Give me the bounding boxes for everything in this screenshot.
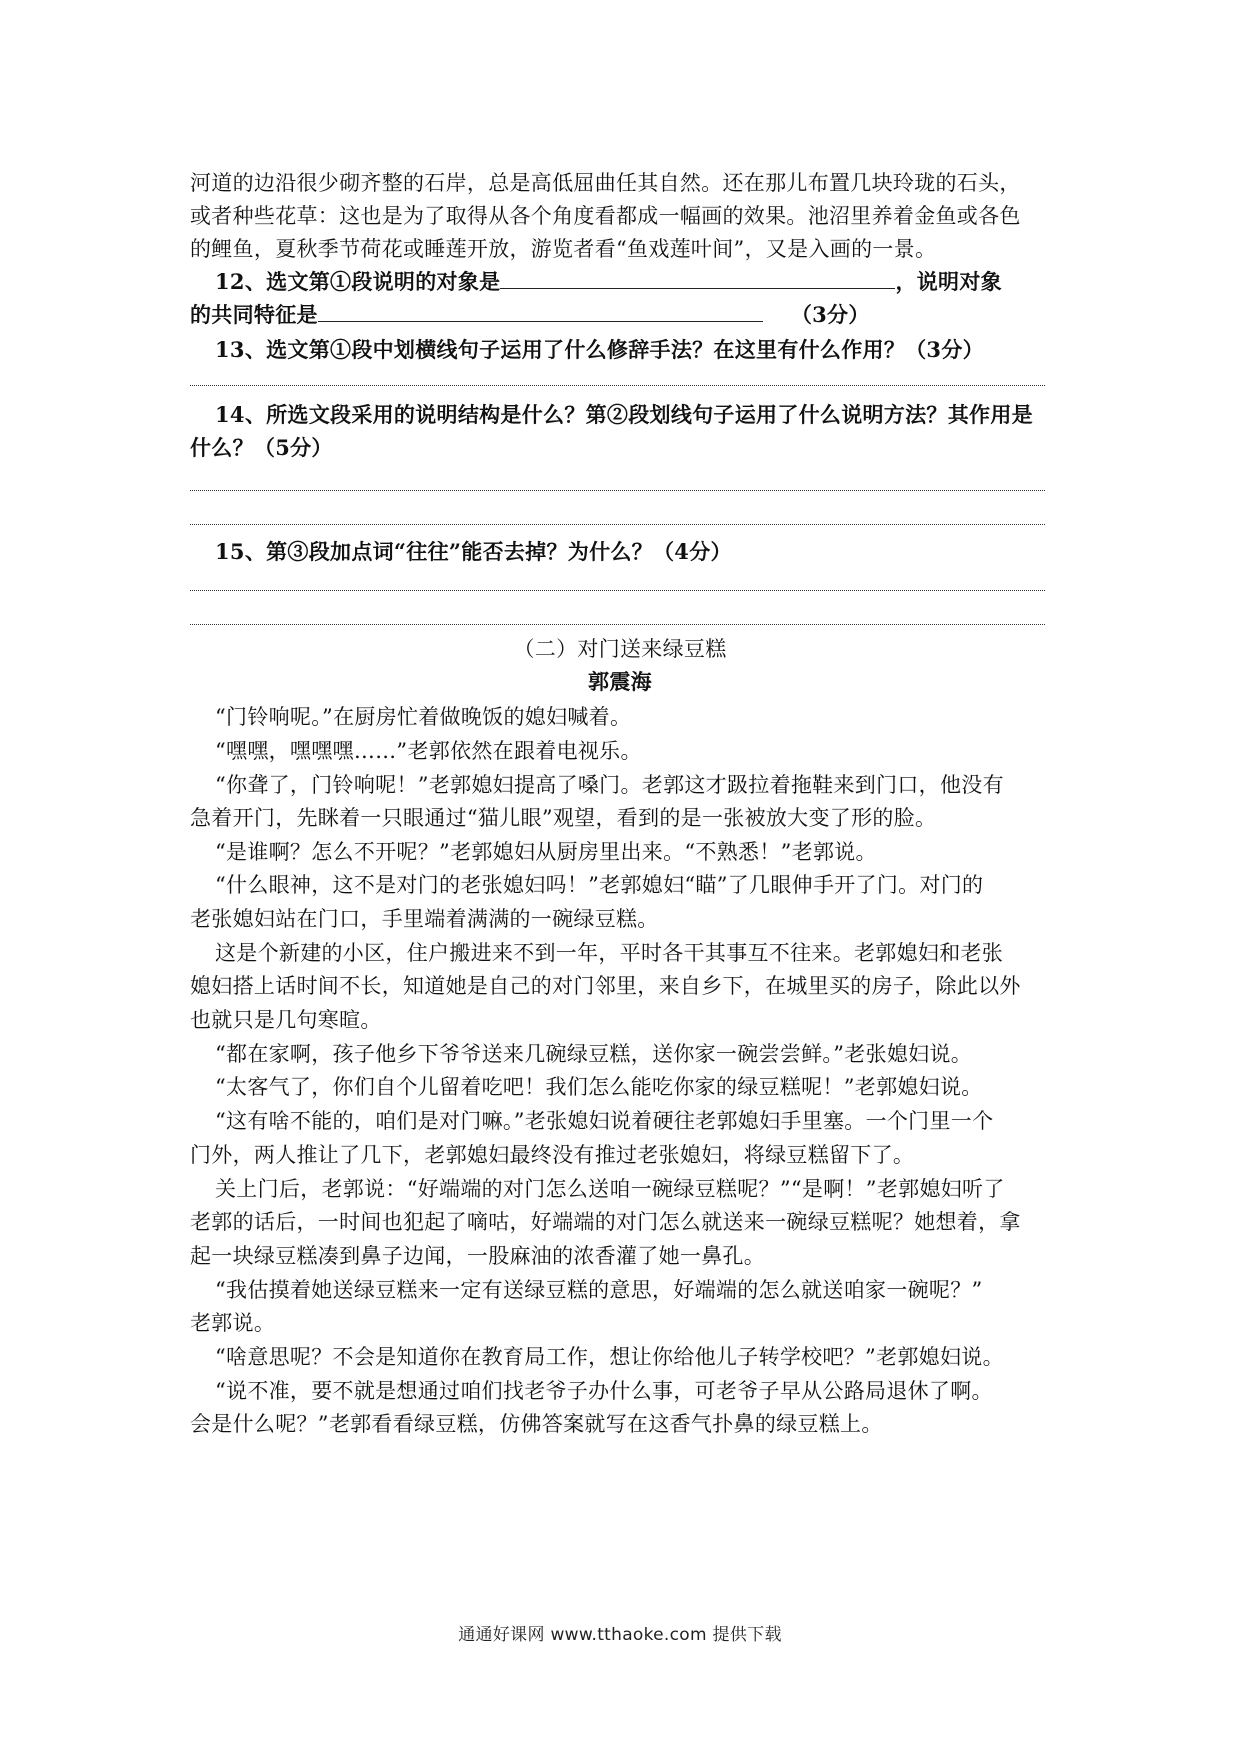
question-12-line2 (190, 300, 870, 330)
story-line: “都在家啊，孩子他乡下爷爷送来几碗绿豆糕，送你家一碗尝尝鲜。”老张媳妇说。 (215, 1042, 973, 1066)
section-author: 郭震海 (588, 669, 652, 694)
story-line: 门外，两人推让了几下，老郭媳妇最终没有推过老张媳妇，将绿豆糕留下了。 (190, 1143, 915, 1167)
story-line: “这有啥不能的，咱们是对门嘛。”老张媳妇说着硬往老郭媳妇手里塞。一个门里一个 (215, 1109, 994, 1133)
story-line: “什么眼神，这不是对门的老张媳妇吗！”老郭媳妇“瞄”了几眼伸手开了门。对门的 (215, 873, 984, 897)
answer-line[interactable] (190, 624, 1045, 625)
question-12 (215, 267, 1002, 297)
passage-line: 或者种些花草：这也是为了取得从各个角度看都成一幅画的效果。池沼里养着金鱼或各色 (190, 204, 1021, 228)
story-line: 急着开门，先眯着一只眼通过“猫儿眼”观望，看到的是一张被放大变了形的脸。 (190, 806, 937, 830)
story-line: “太客气了，你们自个儿留着吃吧！我们怎么能吃你家的绿豆糕呢！”老郭媳妇说。 (215, 1075, 983, 1099)
question-12-line2-prefix: 的共同特征是 (190, 302, 318, 327)
story-line: 老郭说。 (190, 1311, 276, 1335)
story-line: “门铃响呢。”在厨房忙着做晚饭的媳妇喊着。 (215, 705, 632, 729)
story-line: 也就只是几句寒暄。 (190, 1008, 382, 1032)
passage-line: 的鲤鱼，夏秋季节荷花或睡莲开放，游览者看“鱼戏莲叶间”，又是入画的一景。 (190, 237, 937, 261)
story-line: “是谁啊？怎么不开呢？”老郭媳妇从厨房里出来。“不熟悉！”老郭说。 (215, 840, 877, 864)
story-line: 会是什么呢？”老郭看看绿豆糕，仿佛答案就写在这香气扑鼻的绿豆糕上。 (190, 1412, 883, 1436)
answer-line[interactable] (190, 524, 1045, 525)
story-line: “嘿嘿，嘿嘿嘿……”老郭依然在跟着电视乐。 (215, 739, 642, 763)
question-12-prefix: 12、选文第①段说明的对象是 (215, 269, 501, 294)
story-line: 起一块绿豆糕凑到鼻子边闻，一股麻油的浓香灌了她一鼻孔。 (190, 1244, 766, 1268)
story-line: “说不准，要不就是想通过咱们找老爷子办什么事，可老爷子早从公路局退休了啊。 (215, 1379, 993, 1403)
answer-line[interactable] (190, 590, 1045, 591)
question-12-score: （3分） (790, 302, 870, 327)
story-line: “我估摸着她送绿豆糕来一定有送绿豆糕的意思，好端端的怎么就送咱家一碗呢？” (215, 1278, 983, 1302)
story-line: 这是个新建的小区，住户搬进来不到一年，平时各干其事互不往来。老郭媳妇和老张 (215, 941, 1004, 965)
footer-credit: 通通好课网 www.tthaoke.com 提供下载 (458, 1625, 782, 1645)
story-line: “啥意思呢？不会是知道你在教育局工作，想让你给他儿子转学校吧？”老郭媳妇说。 (215, 1345, 1004, 1369)
answer-blank[interactable] (500, 268, 895, 289)
question-13: 13、选文第①段中划横线句子运用了什么修辞手法？在这里有什么作用？（3分） (215, 337, 984, 362)
story-line: 关上门后，老郭说：“好端端的对门怎么送咱一碗绿豆糕呢？”“是啊！”老郭媳妇听了 (215, 1177, 1005, 1201)
story-line: 老张媳妇站在门口，手里端着满满的一碗绿豆糕。 (190, 907, 659, 931)
question-12-mid: ，说明对象 (895, 269, 1002, 294)
section-title: （二）对门送来绿豆糕 (513, 637, 727, 661)
story-line: 老郭的话后，一时间也犯起了嘀咕，好端端的对门怎么就送来一碗绿豆糕呢？她想着，拿 (190, 1210, 1021, 1234)
passage-line: 河道的边沿很少砌齐整的石岸，总是高低屈曲任其自然。还在那儿布置几块玲珑的石头， (190, 171, 1021, 195)
question-15: 15、第③段加点词“往往”能否去掉？为什么？（4分） (215, 539, 732, 564)
question-14-line2: 什么？（5分） (190, 435, 333, 460)
story-line: 媳妇搭上话时间不长，知道她是自己的对门邻里，来自乡下，在城里买的房子，除此以外 (190, 974, 1021, 998)
story-line: “你聋了，门铃响呢！”老郭媳妇提高了嗓门。老郭这才趿拉着拖鞋来到门口，他没有 (215, 773, 1004, 797)
answer-blank[interactable] (318, 301, 763, 322)
question-14-line1: 14、所选文段采用的说明结构是什么？第②段划线句子运用了什么说明方法？其作用是 (215, 402, 1033, 427)
answer-line[interactable] (190, 385, 1045, 386)
answer-line[interactable] (190, 490, 1045, 491)
